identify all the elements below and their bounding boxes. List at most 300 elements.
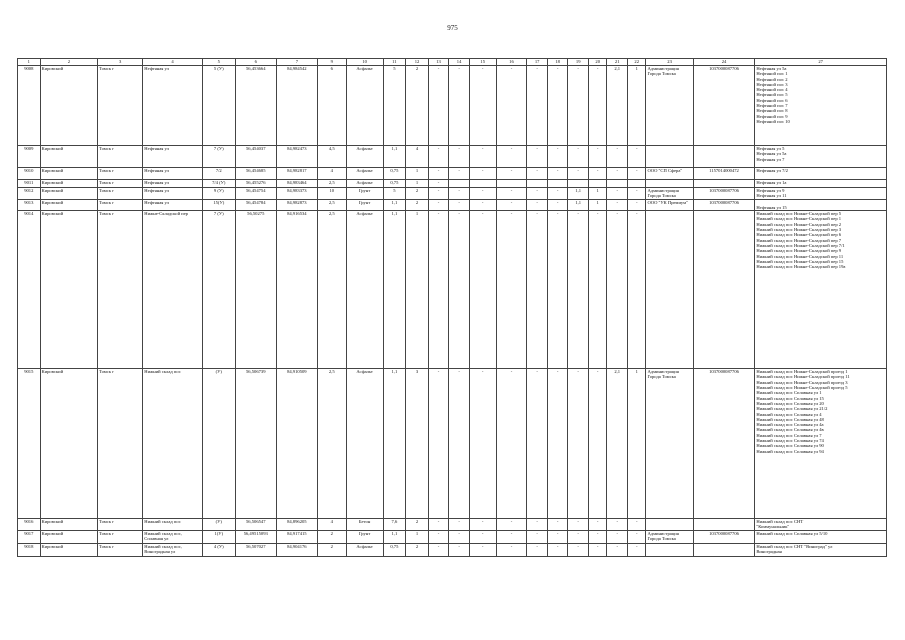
- table-cell: Томск г: [98, 180, 143, 188]
- table-cell: [693, 519, 755, 531]
- table-cell: [693, 146, 755, 168]
- table-cell: -: [428, 180, 449, 188]
- register-table: [17, 58, 887, 557]
- table-cell: 9011: [18, 180, 41, 188]
- table-cell: (У): [202, 519, 235, 531]
- column-header: 10: [346, 59, 383, 66]
- table-cell: -: [627, 199, 645, 211]
- table-cell: -: [568, 211, 589, 369]
- table-cell: Асфальт: [346, 168, 383, 180]
- table-cell: -: [527, 369, 548, 519]
- table-cell: [755, 544, 887, 557]
- table-cell: 84,982817: [276, 168, 317, 180]
- table-cell: -: [627, 531, 645, 544]
- table-cell: Кировский: [40, 369, 98, 519]
- address-line: Нижний склад пос Сплавная ул 4: [756, 411, 822, 417]
- page-number: 975: [447, 24, 458, 32]
- address-line: Нижний склад пос Сплавная ул 94: [756, 448, 824, 454]
- table-cell: 2: [406, 66, 429, 146]
- address-line: Нижний склад пос Нижне-Складской пер 6: [756, 232, 842, 238]
- table-cell: Томск г: [98, 168, 143, 180]
- table-cell: -: [547, 369, 568, 519]
- table-cell: -: [588, 519, 606, 531]
- table-cell: -: [527, 168, 548, 180]
- table-cell: Нефтяная ул: [143, 199, 203, 211]
- address-line: Нефтяная ул 9: [756, 188, 785, 193]
- table-cell: 9018: [18, 544, 41, 557]
- address-line: Нижний склад пос Сплавная ул 4в: [756, 427, 824, 433]
- table-cell: Асфальт: [346, 211, 383, 369]
- table-cell: -: [588, 211, 606, 369]
- table-cell: 5: [383, 188, 406, 200]
- table-cell: -: [527, 211, 548, 369]
- table-cell: 1: [588, 199, 606, 211]
- column-header: 18: [547, 59, 568, 66]
- table-cell: -: [527, 146, 548, 168]
- table-cell: [646, 519, 693, 531]
- column-header: 6: [235, 59, 276, 66]
- table-cell: -: [568, 531, 589, 544]
- table-cell: [755, 146, 887, 168]
- table-cell: [755, 519, 887, 531]
- column-header: 5: [202, 59, 235, 66]
- table-cell: 1,1: [383, 369, 406, 519]
- table-cell: (У): [202, 369, 235, 519]
- column-header: 17: [527, 59, 548, 66]
- table-cell: Томск г: [98, 544, 143, 557]
- table-cell: [547, 180, 568, 188]
- table-cell: Асфальт: [346, 180, 383, 188]
- table-cell: -: [428, 369, 449, 519]
- column-header: 21: [607, 59, 628, 66]
- table-cell: [755, 369, 887, 519]
- table-cell: 4,5: [317, 146, 346, 168]
- address-line: Нижний склад пос Нижне-Складской проезд 3: [756, 379, 848, 385]
- address-line: Нефтяной пос 7: [756, 103, 788, 109]
- table-cell: [755, 199, 887, 211]
- table-cell: 9017: [18, 531, 41, 544]
- table-cell: 84,904176: [276, 544, 317, 557]
- address-line: Нефтяной пос 6: [756, 97, 788, 103]
- address-line: Нижний склад пос Сплавная ул 7: [756, 432, 822, 438]
- address-line: Нижний склад пос Сплавная ул 21/2: [756, 406, 828, 412]
- table-cell: 1,1: [383, 146, 406, 168]
- address-line: Виноградная: [756, 549, 782, 555]
- address-line: Нефтяная ул 7/2: [756, 168, 788, 173]
- column-header: 3: [98, 59, 143, 66]
- table-cell: -: [496, 369, 527, 519]
- table-cell: 56,454784: [235, 199, 276, 211]
- table-cell: -: [496, 168, 527, 180]
- table-cell: 1,1: [383, 199, 406, 211]
- table-row: [18, 199, 887, 211]
- table-cell: Нефтяная ул: [143, 66, 203, 146]
- address-line: Нижний склад пос Сплавная ул 48: [756, 416, 824, 422]
- table-cell: -: [627, 146, 645, 168]
- table-cell: -: [428, 146, 449, 168]
- address-line: Нижний склад пос Нижне-Складской пер 7/1: [756, 242, 845, 248]
- table-cell: -: [428, 188, 449, 200]
- table-cell: -: [568, 168, 589, 180]
- address-line: Нефтяной пос 2: [756, 76, 788, 82]
- table-cell: 2,5: [317, 369, 346, 519]
- table-cell: [646, 211, 693, 369]
- address-line: Нефтяная ул 11: [756, 193, 787, 199]
- table-cell: -: [496, 211, 527, 369]
- table-cell: 1037000087706: [693, 199, 755, 211]
- table-cell: [693, 180, 755, 188]
- table-cell: 56,506739: [235, 369, 276, 519]
- address-line: Нефтяной пос 3: [756, 81, 788, 87]
- table-cell: -: [547, 199, 568, 211]
- table-cell: -: [527, 188, 548, 200]
- table-cell: -: [449, 199, 470, 211]
- table-cell: -: [588, 66, 606, 146]
- table-cell: -: [547, 188, 568, 200]
- address-line: Нефтяная ул 5а: [756, 151, 787, 157]
- address-line: Нефтяной пос 4: [756, 87, 788, 93]
- table-cell: -: [449, 146, 470, 168]
- table-cell: 9015: [18, 369, 41, 519]
- table-cell: Томск г: [98, 211, 143, 369]
- table-cell: Асфальт: [346, 369, 383, 519]
- table-cell: 84,982473: [276, 146, 317, 168]
- table-cell: 1037000087706: [693, 531, 755, 544]
- table-cell: Грунт: [346, 199, 383, 211]
- table-cell: -: [607, 199, 628, 211]
- table-cell: -: [428, 544, 449, 557]
- table-cell: Томск г: [98, 188, 143, 200]
- table-cell: -: [496, 146, 527, 168]
- table-row: [18, 369, 887, 519]
- table-cell: [646, 544, 693, 557]
- table-cell: -: [496, 519, 527, 531]
- table-cell: 1: [627, 369, 645, 519]
- table-cell: [469, 180, 496, 188]
- table-cell: 2: [406, 199, 429, 211]
- table-cell: -: [627, 519, 645, 531]
- table-cell: 56,454037: [235, 146, 276, 168]
- column-header: 1: [18, 59, 41, 66]
- address-line: Нижний склад пос Нижне-Складской пер 5: [756, 211, 842, 217]
- table-cell: ООО "СП Сфера": [646, 168, 693, 180]
- table-cell: 56,50275: [235, 211, 276, 369]
- table-cell: -: [496, 544, 527, 557]
- table-cell: 2: [317, 544, 346, 557]
- column-header: 16: [496, 59, 527, 66]
- table-cell: -: [469, 369, 496, 519]
- table-cell: Томск г: [98, 531, 143, 544]
- table-cell: [755, 211, 887, 369]
- address-line: Нижний склад пос Нижне-Складской пер 9: [756, 248, 842, 254]
- table-cell: [607, 180, 628, 188]
- table-cell: [527, 180, 548, 188]
- table-cell: 1: [588, 188, 606, 200]
- table-cell: 5 (У): [202, 66, 235, 146]
- table-cell: [646, 180, 693, 188]
- table-cell: -: [469, 544, 496, 557]
- table-cell: 1: [406, 531, 429, 544]
- table-cell: Нефтяная ул: [143, 168, 203, 180]
- table-row: [18, 146, 887, 168]
- table-cell: Нижний склад пос: [143, 369, 203, 519]
- table-cell: -: [469, 188, 496, 200]
- address-line: Нефтяной пос 1: [756, 71, 788, 77]
- table-cell: 6: [317, 66, 346, 146]
- table-cell: -: [469, 168, 496, 180]
- table-cell: 1: [406, 211, 429, 369]
- table-row: [18, 188, 887, 200]
- column-header: 4: [143, 59, 203, 66]
- table-cell: -: [547, 211, 568, 369]
- table-cell: 9008: [18, 66, 41, 146]
- address-line: Нижний склад пос Сплавная ул 4а: [756, 422, 824, 428]
- table-cell: 56,507027: [235, 544, 276, 557]
- table-cell: -: [568, 66, 589, 146]
- table-cell: Кировский: [40, 180, 98, 188]
- table-cell: -: [568, 369, 589, 519]
- table-cell: -: [428, 519, 449, 531]
- table-cell: -: [527, 519, 548, 531]
- table-cell: 4: [317, 168, 346, 180]
- table-cell: 1,1: [383, 211, 406, 369]
- table-cell: [755, 66, 887, 146]
- table-row: [18, 211, 887, 369]
- address-line: Нижний склад пос Сплавная ул 15: [756, 395, 824, 401]
- address-line: Нефтяная ул 15: [756, 204, 787, 210]
- table-cell: -: [627, 188, 645, 200]
- table-row: [18, 168, 887, 180]
- table-cell: -: [469, 66, 496, 146]
- table-cell: Нижний склад пос: [143, 519, 203, 531]
- table-cell: 1,1: [568, 199, 589, 211]
- column-header: 15: [469, 59, 496, 66]
- table-cell: -: [547, 544, 568, 557]
- table-cell: Администрация Города Томска: [646, 531, 693, 544]
- table-cell: -: [607, 544, 628, 557]
- address-line: "Коммунальник": [756, 524, 790, 530]
- table-cell: 7 (У): [202, 211, 235, 369]
- table-cell: -: [469, 519, 496, 531]
- table-cell: Грунт: [346, 188, 383, 200]
- table-cell: Бетон: [346, 519, 383, 531]
- column-header: 19: [568, 59, 589, 66]
- address-line: Нижний склад пос Нижне-Складской пер 19а: [756, 264, 846, 270]
- address-line: Нефтяная ул 5а: [756, 66, 787, 71]
- header-row: [18, 59, 887, 66]
- address-line: Нижний склад пос Сплавная ул 1: [756, 390, 822, 396]
- table-cell: -: [496, 66, 527, 146]
- table-cell: 7/4 (У): [202, 180, 235, 188]
- table-cell: Кировский: [40, 199, 98, 211]
- table-cell: 2,5: [317, 180, 346, 188]
- table-cell: Кировский: [40, 168, 98, 180]
- address-line: Нижний склад пос Нижне-Складской пер 2: [756, 221, 842, 227]
- table-cell: Асфальт: [346, 544, 383, 557]
- table-cell: -: [547, 146, 568, 168]
- column-header: 7: [276, 59, 317, 66]
- table-cell: 2: [406, 519, 429, 531]
- table-cell: -: [469, 211, 496, 369]
- table-cell: 56,453664: [235, 66, 276, 146]
- table-cell: Томск г: [98, 66, 143, 146]
- address-line: Нижний склад пос Нижне-Складской пер 15: [756, 258, 844, 264]
- table-cell: 84,916534: [276, 211, 317, 369]
- table-cell: -: [428, 199, 449, 211]
- table-cell: Томск г: [98, 199, 143, 211]
- table-cell: 10: [317, 188, 346, 200]
- table-cell: -: [527, 544, 548, 557]
- table-cell: -: [469, 199, 496, 211]
- table-cell: -: [588, 168, 606, 180]
- table-cell: -: [607, 519, 628, 531]
- address-line: Нижний склад пос Нижне-Складской пер 7: [756, 237, 842, 243]
- address-line: Нижний склад пос Сплавная ул 20: [756, 400, 824, 406]
- table-cell: Нижний склад пос, Сплавная ул: [143, 531, 203, 544]
- table-cell: Нефтяная ул: [143, 180, 203, 188]
- table-cell: Нижний склад пос, Виноградная ул: [143, 544, 203, 557]
- table-cell: 1037000087706: [693, 66, 755, 146]
- table-cell: -: [449, 168, 470, 180]
- table-cell: 1: [627, 66, 645, 146]
- address-line: Нефтяная ул 1а: [756, 180, 787, 185]
- table-cell: -: [607, 188, 628, 200]
- table-cell: 84,896205: [276, 519, 317, 531]
- table-cell: 9012: [18, 188, 41, 200]
- address-line: Нефтяной пос 5: [756, 92, 788, 98]
- address-line: Нефтяная ул 5: [756, 146, 785, 151]
- table-cell: 1037000087706: [693, 188, 755, 200]
- table-cell: -: [607, 211, 628, 369]
- address-line: Нижний склад пос Сплавная ул 74: [756, 438, 824, 444]
- address-line: Нефтяная ул 7: [756, 156, 785, 162]
- table-cell: 56,454685: [235, 168, 276, 180]
- column-header: 12: [406, 59, 429, 66]
- table-cell: -: [527, 199, 548, 211]
- table-cell: -: [588, 531, 606, 544]
- table-cell: -: [496, 199, 527, 211]
- table-cell: 0,75: [383, 180, 406, 188]
- table-cell: -: [607, 146, 628, 168]
- column-header: 20: [588, 59, 606, 66]
- table-cell: [496, 180, 527, 188]
- table-cell: -: [428, 168, 449, 180]
- table-cell: 2,1: [607, 369, 628, 519]
- table-cell: 1(У): [202, 531, 235, 544]
- table-cell: -: [527, 531, 548, 544]
- table-cell: 1037000087706: [693, 369, 755, 519]
- table-cell: 56,454754: [235, 188, 276, 200]
- table-cell: -: [588, 544, 606, 557]
- column-header: 27: [755, 59, 887, 66]
- table-cell: -: [449, 66, 470, 146]
- table-cell: -: [449, 544, 470, 557]
- table-cell: -: [568, 146, 589, 168]
- table-cell: Кировский: [40, 544, 98, 557]
- table-cell: Нефтяная ул: [143, 188, 203, 200]
- table-cell: 84,983464: [276, 180, 317, 188]
- table-cell: 2,5: [317, 199, 346, 211]
- table-cell: 1,1: [383, 531, 406, 544]
- table-cell: 7/2: [202, 168, 235, 180]
- table-cell: -: [428, 66, 449, 146]
- address-line: Нижний склад пос Сплавная ул 90: [756, 443, 824, 449]
- table-row: [18, 519, 887, 531]
- table-cell: 5: [383, 66, 406, 146]
- table-cell: 3: [406, 369, 429, 519]
- table-cell: [755, 531, 887, 544]
- address-line: Нефтяной пос 8: [756, 108, 788, 114]
- table-cell: [693, 211, 755, 369]
- column-header: 11: [383, 59, 406, 66]
- table-cell: 9009: [18, 146, 41, 168]
- table-cell: [755, 188, 887, 200]
- table-cell: Асфальт: [346, 66, 383, 146]
- table-cell: 84,982873: [276, 199, 317, 211]
- table-cell: [568, 180, 589, 188]
- table-row: [18, 544, 887, 557]
- table-cell: -: [547, 66, 568, 146]
- table-cell: Кировский: [40, 519, 98, 531]
- address-line: Нижний склад пос Сплавная ул 5/10: [756, 531, 828, 537]
- table-cell: ООО "УК Премиум": [646, 199, 693, 211]
- table-cell: 84,983373: [276, 188, 317, 200]
- table-cell: Кировский: [40, 188, 98, 200]
- table-cell: [755, 180, 887, 188]
- column-header: 22: [627, 59, 645, 66]
- table-cell: -: [449, 369, 470, 519]
- column-header: 9: [317, 59, 346, 66]
- address-line: Нижний склад пос СНТ: [756, 519, 804, 525]
- table-cell: -: [469, 146, 496, 168]
- table-cell: -: [627, 168, 645, 180]
- table-cell: 1,1: [568, 188, 589, 200]
- table-cell: Администрация Города Томска: [646, 188, 693, 200]
- address-line: Нижний склад пос СНТ "Виноград" ул: [756, 544, 833, 550]
- address-line: Нижний склад пос Нижне-Складской пер 3: [756, 227, 842, 233]
- table-row: [18, 180, 887, 188]
- table-cell: Томск г: [98, 519, 143, 531]
- table-cell: 2: [317, 531, 346, 544]
- table-cell: Администрация Города Томска: [646, 369, 693, 519]
- table-cell: Кировский: [40, 66, 98, 146]
- table-cell: -: [568, 519, 589, 531]
- table-cell: -: [568, 544, 589, 557]
- table-cell: 4: [406, 146, 429, 168]
- table-cell: 7,6: [383, 519, 406, 531]
- table-cell: 84,910509: [276, 369, 317, 519]
- table-cell: -: [496, 531, 527, 544]
- table-cell: Грунт: [346, 531, 383, 544]
- table-cell: 56,455276: [235, 180, 276, 188]
- table-cell: -: [496, 188, 527, 200]
- column-header: 2: [40, 59, 98, 66]
- table-cell: 4 (У): [202, 544, 235, 557]
- address-line: Нефтяной пос 10: [756, 118, 790, 124]
- column-header: 13: [428, 59, 449, 66]
- table-cell: [755, 168, 887, 180]
- table-cell: Нефтяная ул: [143, 146, 203, 168]
- table-cell: -: [547, 531, 568, 544]
- table-cell: 9010: [18, 168, 41, 180]
- table-row: [18, 66, 887, 146]
- table-cell: [627, 180, 645, 188]
- table-cell: [693, 544, 755, 557]
- table-cell: 4: [317, 519, 346, 531]
- address-line: Нижний склад пос Нижне-Складской пер 11: [756, 253, 844, 259]
- table-cell: 9 (У): [202, 188, 235, 200]
- table-cell: -: [527, 66, 548, 146]
